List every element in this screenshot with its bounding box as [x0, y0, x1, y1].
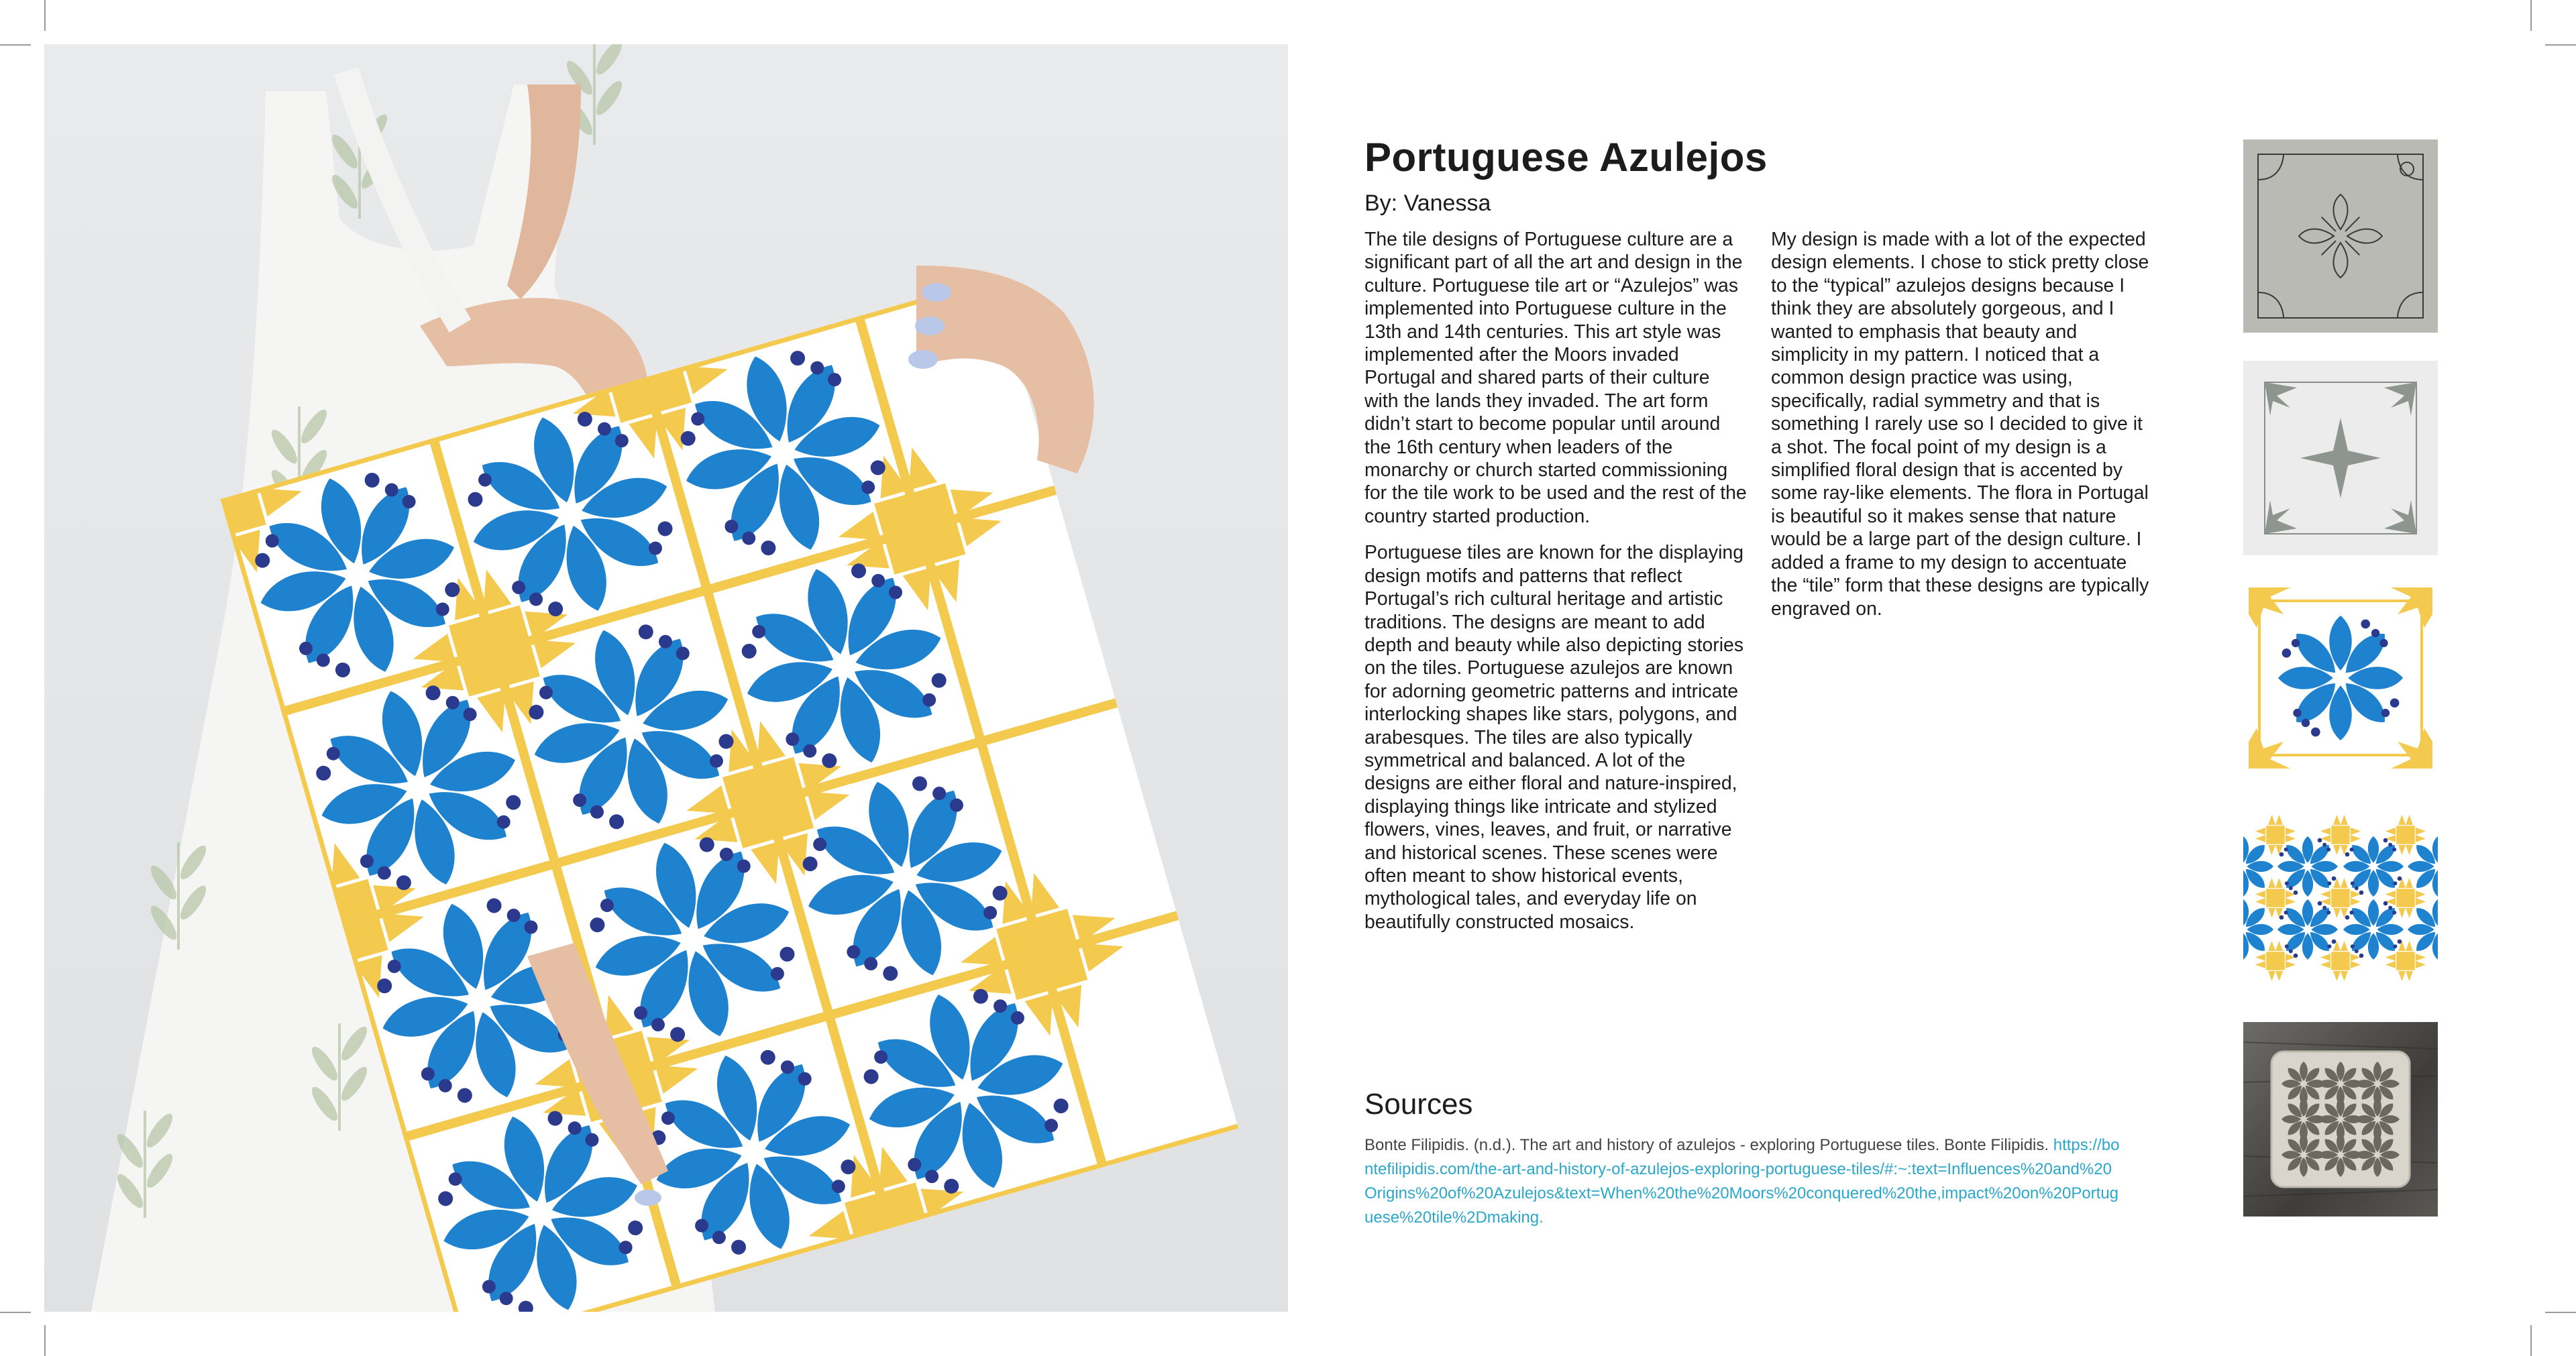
crop-mark — [2530, 0, 2532, 31]
azulejo-pattern-grid-thumbnail — [2243, 803, 2438, 993]
paragraph: Portuguese tiles are known for the displaying design motifs and patterns that reflect Portugal’s rich cultural heritage and artistic traditions. The designs are meant to add depth and beauty while also depicting stories on the tiles. Portuguese azulejos are known for adorning geometric patterns and intricate interlocking shapes like stars, polygons, and arabesques. The tiles are also typically symmetrical and balanced. A lot of the designs are either floral and nature-inspired, displaying things like intricate and stylized flowers, vines, leaves, and fruit, or narrative and historical scenes. These scenes were often meant to show historical events, mythological tales, and everyday life on beautifully constructed mosaics. — [1364, 542, 1744, 933]
stone-coaster-thumbnail — [2243, 1022, 2438, 1217]
crop-mark — [44, 0, 46, 31]
citation — [1364, 1133, 2123, 1230]
page-title: Portuguese Azulejos — [1364, 135, 1768, 180]
crop-mark — [2545, 44, 2576, 46]
crop-mark — [2530, 1325, 2532, 1356]
tote-bag-illustration — [44, 44, 1288, 1312]
byline: By: Vanessa — [1364, 190, 1491, 216]
body-column-right — [1771, 228, 2153, 634]
crop-mark — [0, 44, 31, 46]
citation-text: Bonte Filipidis. (n.d.). The art and history of azulejos - exploring Portuguese tiles. Bonte Filipidis. — [1364, 1136, 2049, 1154]
pencil-sketch-tile-thumbnail — [2243, 139, 2438, 333]
tote-bag-photo — [44, 44, 1288, 1312]
crop-mark — [2545, 1312, 2576, 1313]
paragraph: My design is made with a lot of the expected design elements. I chose to stick pretty close to the “typical” azulejos designs because I think they are absolutely gorgeous, and I wanted to emphasis that beauty and simplicity in my pattern. I noticed that a common design practice was using, specifically, radial symmetry and that is something I rarely use so I decided to give it a shot. The focal point of my design is a simplified floral design that is accented by some ray-like elements. The flora in Portugal is beautiful so it makes sense that nature would be a large part of the design culture. I added a frame to my design to accentuate the “tile” form that these designs are typically engraved on. — [1771, 229, 2149, 620]
crop-mark — [44, 1325, 46, 1356]
body-column-left — [1364, 228, 1747, 947]
gray-sketch-tile-thumbnail — [2243, 361, 2438, 555]
crop-mark — [0, 1312, 31, 1313]
single-azulejo-tile-thumbnail — [2243, 587, 2438, 769]
paragraph: The tile designs of Portuguese culture are a significant part of all the art and design in the culture. Portuguese tile art or “Azulejos” was implemented into Portuguese culture in the 13th and 14th centuries. This art style was implemented after the Moors invaded Portugal and shared parts of their culture with the lands they invaded. The art form didn’t start to become popular until around the 16th century when leaders of the monarchy or church started commissioning for the tile work to be used and the rest of the country started production. — [1364, 229, 1747, 527]
source-link[interactable]: https://bontefilipidis.com/the-art-and-history-of-azulejos-exploring-portuguese-tiles/#:~:text=Influences%20and%20Origins%20of%20Azulejos&text=When%20the%20Moors%20conquered%20the,impact%20on%20Portuguese%20tile%2Dmaking. — [1364, 1136, 2120, 1227]
sources-heading: Sources — [1364, 1088, 1473, 1121]
